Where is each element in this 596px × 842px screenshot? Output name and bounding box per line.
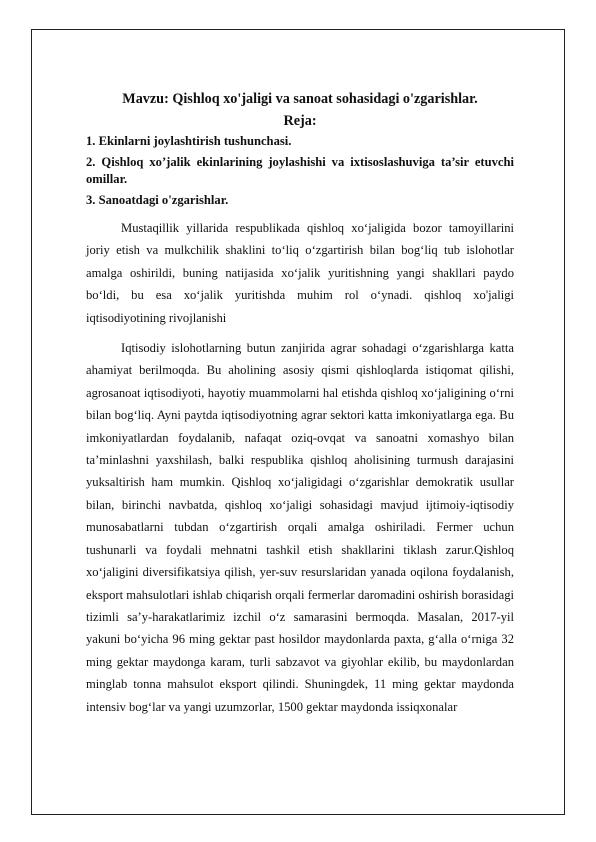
plan-item: 1. Ekinlarni joylashtirish tushunchasi.: [86, 134, 292, 148]
plan-item: 2. Qishloq xo’jalik ekinlarining joylashishi va ixtisoslashuviga ta’sir etuvchi omillar.: [86, 155, 514, 186]
paragraph: Iqtisodiy islohotlarning butun zanjirida agrar sohadagi o‘zgarishlarga katta ahamiyat berilmoqda. Bu aholining asosiy qismi qishloqlarda istiqomat qilishi, agrosanoat iqtisodiyoti, hayotiy muammolarni hal etishda qishloq xo‘jaligining o‘rni bilan bog‘liq. Ayni paytda iqtisodiyotning agrar sektori katta imkoniyatlarga ega. Bu imkoniyatlardan foydalanib, nafaqat oziq-ovqat va sanoatni xomashyo bilan ta’minlashni yaxshilash, balki respublika qishloq aholisining turmush darajasini yuksaltirish ham mumkin. Qishloq xo‘jaligidagi o‘zgarishlar demokratik usullar bilan, birinchi navbatda, qishloq xo‘jaligi sohasidagi mavjud ijtimoiy-iqtisodiy munosabatlarni tubdan o‘zgartirish orqali amalga oshiriladi. Fermer uchun tushunarli va foydali mehnatni tashkil etish shakllarini tiklash zarur.Qishloq xo‘jaligini diversifikatsiya qilish, yer-suv resurslaridan yanada oqilona foydalanish, eksport mahsulotlari ishlab chiqarish orqali fermerlar daromadini oshirish borasidagi tizimli sa’y-harakatlarimiz izchil o‘z samarasini bermoqda. Masalan, 2017-yil yakuni bo‘yicha 96 ming gektar past hosildor maydonlarda paxta, g‘alla o‘rniga 32 ming gektar maydonga karam, turli sabzavot va giyohlar ekilib, bu maydonlardan minglab tonna mahsulot eksport qilindi. Shuningdek, 11 ming gektar maydonda intensiv bog‘lar va yangi uzumzorlar, 1500 gektar maydonda issiqxonalar: [86, 341, 514, 714]
document-body: [86, 88, 514, 718]
plan-list: [86, 133, 514, 213]
document-title: Mavzu: Qishloq xo'jaligi va sanoat sohasidagi o'zgarishlar.: [122, 91, 478, 107]
plan-heading: Reja:: [283, 113, 317, 129]
plan-item: 3. Sanoatdagi o'zgarishlar.: [86, 193, 229, 207]
paragraph: Mustaqillik yillarida respublikada qishloq xo‘jaligida bozor tamoyillarini joriy etish va mulkchilik shaklini to‘liq o‘zgartirish bilan bog‘liq tub islohotlar amalga oshirildi, buning natijasida xo‘jalik yuritishning yangi shakllari paydo bo‘ldi, bu esa xo‘jalik yuritishda muhim rol o‘ynadi. qishloq xo'jaligi iqtisodiyotining rivojlanishi: [86, 221, 514, 325]
